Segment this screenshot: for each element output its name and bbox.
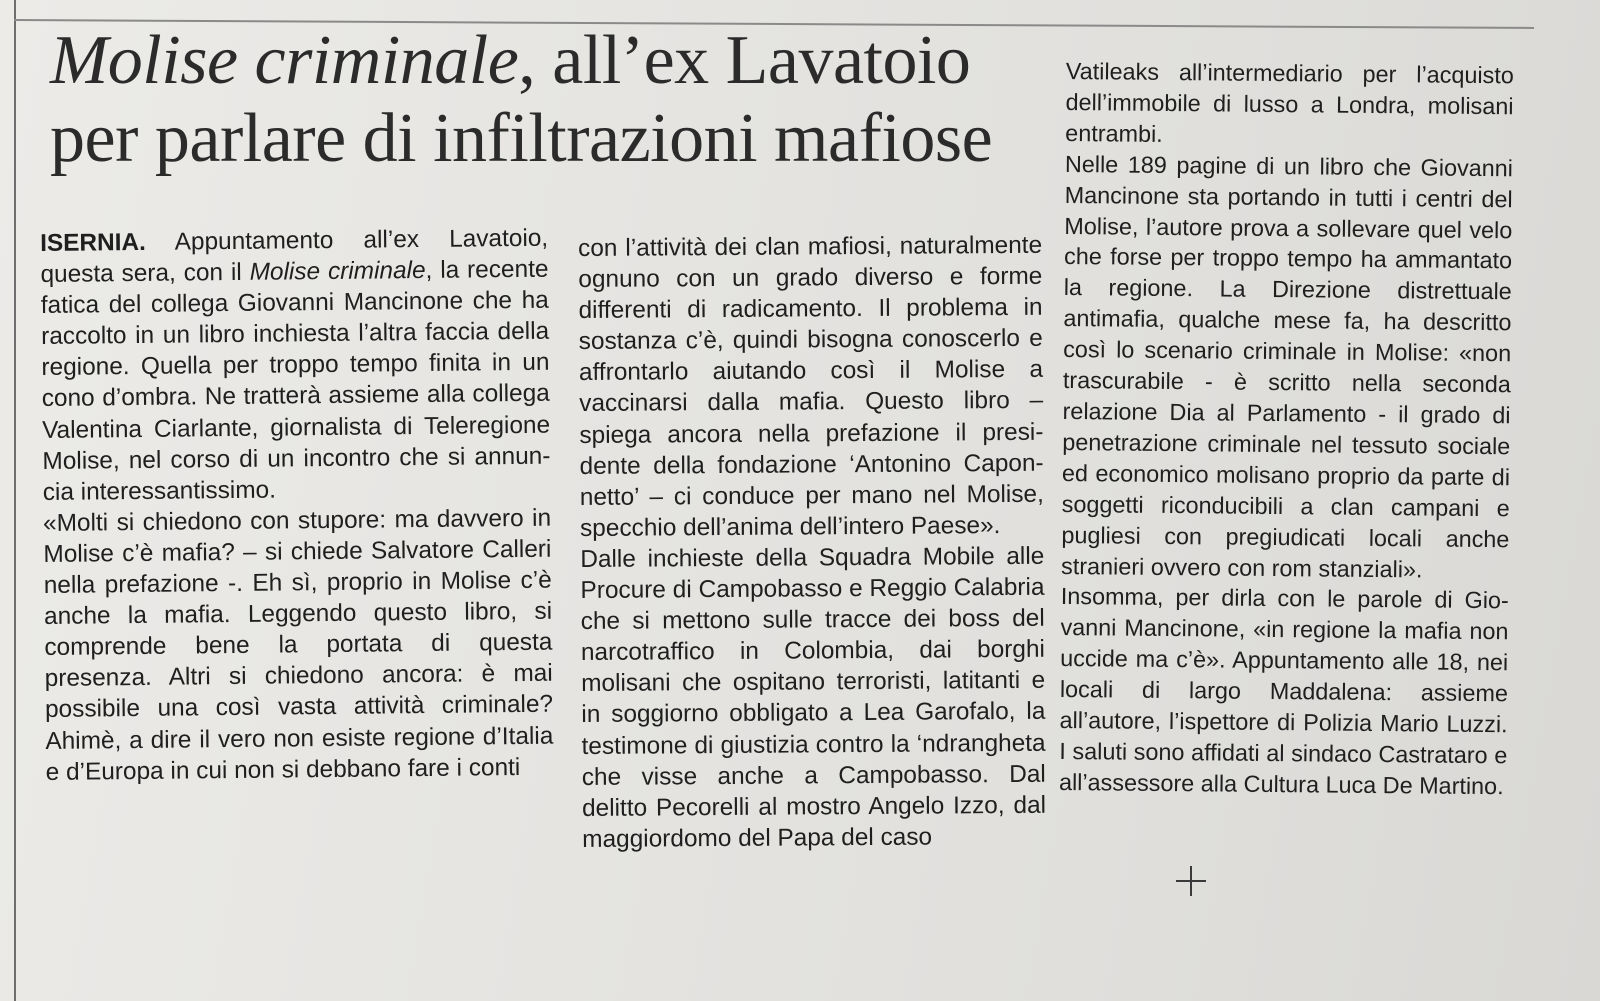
column1-paragraph-1 — [40, 223, 551, 508]
column1-p1-text-a: Appuntamento all’ex Lavatoio, questa sera, con il — [40, 224, 549, 289]
column1-paragraph-2: «Molti si chiedono con stupore: ma davvero in Molise c’è mafia? – si chiede Salvatore Calleri nella prefazione -. Eh sì, proprio in Molise c’è anche la mafia. Leggendo questo libro, si comprende bene la portata di questa presenza. Altri si chiedono ancora: è mai possibile una così vasta attività criminale? Ahimè, a dire il vero non esiste regione d’Italia e d’Europa in cui non si debbano fare i conti — [42, 504, 554, 786]
book-title-italic: Molise criminale — [249, 257, 426, 286]
column3-paragraph-3: Insomma, per dirla con le parole di Giovanni Mancinone, «in regione la mafia non uccide ma c’è». Appuntamento alle 18, nei locali di largo Maddalena: assieme all’autore, l’ispettore di Polizia Mario Luzzi. I saluti sono affidati al sindaco Castrataro e all’assessore alla Cultura Luca De Martino. — [1058, 583, 1509, 800]
article-column-1 — [40, 223, 554, 788]
plus-icon — [1176, 866, 1206, 896]
column2-paragraph-1: con l’attività dei clan mafiosi, naturalmente ognuno con un grado diverso e forme differenti di radicamento. Il problema in sostanza c’è, quindi bisogna conoscerlo e affrontarlo aiutando così il Molise a vaccinarsi dalla mafia. Questo libro – spiega ancora nella prefazione il presidente della fondazione ‘Antonino Caponnetto’ – ci conduce per mano nel Molise, specchio dell’anima dell’intero Paese». — [578, 231, 1044, 542]
headline-italic-title: Molise criminale — [50, 22, 519, 99]
headline-line2: per parlare di infiltrazioni mafiose — [50, 100, 993, 177]
column1-p1-text-b: , la recente fatica del collega Giovanni Mancinone che ha raccolto in un libro inchiesta l’altra faccia della regione. Quella per troppo tempo finita in un cono d’ombra. Ne tratterà assieme alla collega Valentina Ciarlante, giornalista di Teleregione Molise, nel corso di un incontro che si annuncia interessantissimo. — [40, 255, 551, 506]
left-column-rule — [14, 0, 16, 1001]
headline-line1-rest: , all’ex Lavatoio — [518, 22, 971, 99]
dateline: ISERNIA. — [40, 228, 147, 257]
article-column-3 — [1059, 56, 1514, 802]
column3-paragraph-1: Vatileaks all’intermediario per l’acquisto dell’immobile di lusso a Londra, molisani entrambi. — [1065, 57, 1514, 147]
column3-paragraph-2: Nelle 189 pagine di un libro che Giovanni Mancinone sta portando in tutti i centri del Molise, l’autore prova a sollevare quel velo che forse per troppo tempo ha ammantato la regione. La Direzione distrettuale antimafia, qualche mese fa, ha descritto così lo scenario criminale in Molise: «non trascurabile - è scritto nella seconda relazione Dia al Parlamento - il grado di penetrazione criminale nel tessuto sociale ed economico molisano proprio da parte di soggetti riconducibili a clan campani e pugliesi con pregiudicati locali anche stranieri ovvero con rom stanziali». — [1060, 150, 1514, 582]
article-column-2 — [578, 230, 1046, 855]
article-headline — [50, 22, 1080, 178]
column2-paragraph-2: Dalle inchieste della Squadra Mobile alle Procure di Campobasso e Reggio Calabria che si mettono sulle tracce dei boss del narcotraffico in Colombia, dai borghi molisani che ospitano terroristi, latitanti e in soggiorno obbligato a Lea Garofalo, la testimone di giustizia contro la ‘ndrangheta che visse anche a Campobasso. Dal delitto Pecorelli al mostro Angelo Izzo, dal maggiordomo del Papa del caso — [580, 542, 1047, 853]
